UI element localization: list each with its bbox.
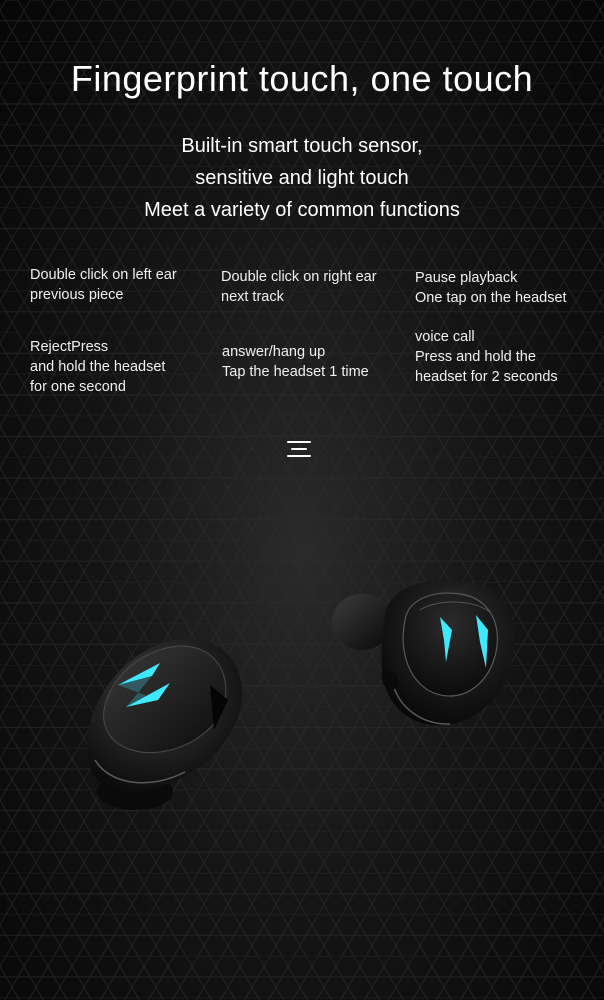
function-line: next track [221, 289, 284, 305]
function-answer-hang-up [222, 342, 369, 382]
page-title: Fingerprint touch, one touch [70, 58, 534, 99]
function-line: Tap the headset 1 time [222, 364, 369, 380]
function-voice-call [415, 327, 558, 387]
subtitle-line: Built-in smart touch sensor, [181, 135, 423, 157]
function-line: and hold the headset [30, 359, 166, 375]
function-line: Press and hold the [415, 349, 536, 365]
right-earbud-image [332, 580, 514, 725]
function-pause-playback [415, 268, 567, 308]
function-line: previous piece [30, 287, 124, 303]
left-earbud-image [87, 639, 242, 810]
function-line: Double click on right ear [221, 269, 377, 285]
subtitle [0, 130, 604, 226]
menu-lines-icon [287, 441, 311, 457]
function-left-double-click [30, 265, 177, 305]
function-line: Double click on left ear [30, 267, 177, 283]
function-line: Pause playback [415, 270, 518, 286]
subtitle-line: sensitive and light touch [195, 167, 409, 189]
function-line: RejectPress [30, 339, 109, 355]
function-line: headset for 2 seconds [415, 369, 558, 385]
function-line: for one second [30, 379, 126, 395]
subtitle-line: Meet a variety of common functions [144, 199, 460, 221]
earbuds-illustration [0, 560, 604, 840]
function-right-double-click [221, 267, 377, 307]
function-line: answer/hang up [222, 344, 326, 360]
function-reject [30, 337, 165, 397]
function-line: One tap on the headset [415, 290, 567, 306]
function-line: voice call [415, 329, 475, 345]
